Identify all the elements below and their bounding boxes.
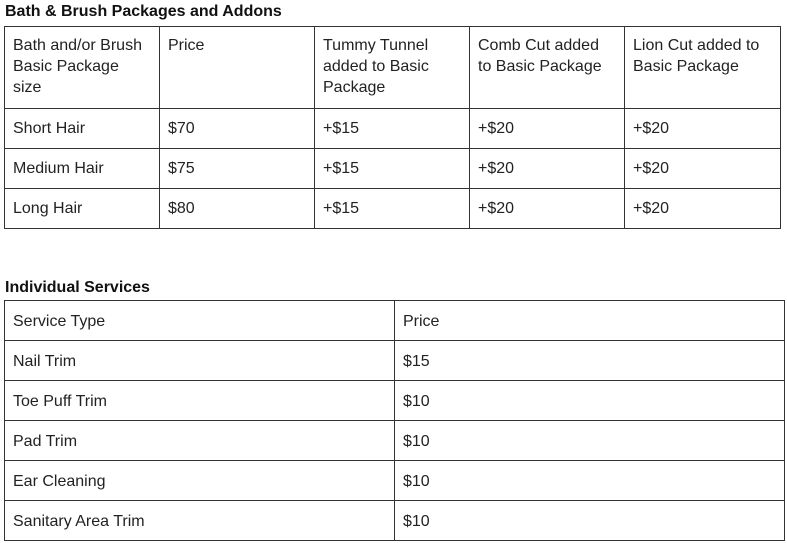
comb-cut-cell: +$20: [470, 109, 625, 149]
package-size-cell: Medium Hair: [5, 149, 160, 189]
service-price-cell: $15: [395, 341, 785, 381]
packages-section-title: Bath & Brush Packages and Addons: [5, 3, 282, 20]
services-header-cell: Service Type: [5, 301, 395, 341]
table-row: [5, 109, 781, 149]
package-size-cell: Short Hair: [5, 109, 160, 149]
service-type-cell: Ear Cleaning: [5, 461, 395, 501]
package-price-cell: $70: [160, 109, 315, 149]
packages-header-cell: Comb Cut added to Basic Package: [470, 27, 625, 109]
service-price-cell: $10: [395, 381, 785, 421]
package-size-cell: Long Hair: [5, 189, 160, 229]
service-type-cell: Pad Trim: [5, 421, 395, 461]
tummy-tunnel-cell: +$15: [315, 189, 470, 229]
package-price-cell: $75: [160, 149, 315, 189]
table-row: [5, 341, 785, 381]
service-type-cell: Toe Puff Trim: [5, 381, 395, 421]
packages-header-cell: Price: [160, 27, 315, 109]
packages-header-cell: Tummy Tunnel added to Basic Package: [315, 27, 470, 109]
comb-cut-cell: +$20: [470, 189, 625, 229]
tummy-tunnel-cell: +$15: [315, 149, 470, 189]
package-price-cell: $80: [160, 189, 315, 229]
service-price-cell: $10: [395, 421, 785, 461]
table-row: [5, 381, 785, 421]
table-row: [5, 421, 785, 461]
lion-cut-cell: +$20: [625, 149, 781, 189]
table-row: [5, 461, 785, 501]
lion-cut-cell: +$20: [625, 189, 781, 229]
packages-header-cell: Bath and/or Brush Basic Package size: [5, 27, 160, 109]
service-price-cell: $10: [395, 501, 785, 541]
individual-services-table: [4, 300, 785, 541]
table-row: [5, 501, 785, 541]
service-type-cell: Nail Trim: [5, 341, 395, 381]
services-header-row: [5, 301, 785, 341]
service-price-cell: $10: [395, 461, 785, 501]
comb-cut-cell: +$20: [470, 149, 625, 189]
table-row: [5, 189, 781, 229]
individual-section-title: Individual Services: [5, 279, 150, 296]
service-type-cell: Sanitary Area Trim: [5, 501, 395, 541]
table-row: [5, 149, 781, 189]
services-header-cell: Price: [395, 301, 785, 341]
packages-header-cell: Lion Cut added to Basic Package: [625, 27, 781, 109]
lion-cut-cell: +$20: [625, 109, 781, 149]
packages-header-row: [5, 27, 781, 109]
packages-table: [4, 26, 781, 229]
tummy-tunnel-cell: +$15: [315, 109, 470, 149]
